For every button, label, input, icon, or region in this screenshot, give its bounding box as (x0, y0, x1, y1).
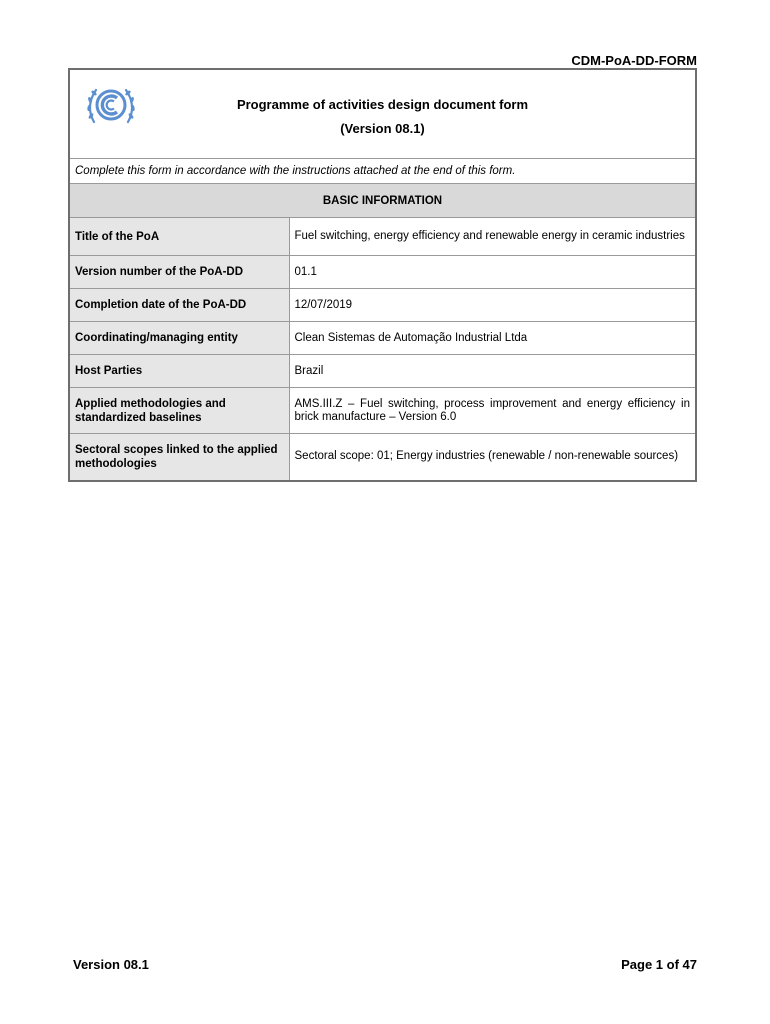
row-label: Completion date of the PoA-DD (69, 289, 289, 322)
table-row (69, 289, 696, 322)
row-label: Title of the PoA (69, 218, 289, 256)
footer-version: Version 08.1 (73, 957, 149, 972)
row-value: 12/07/2019 (289, 289, 696, 322)
row-value: Fuel switching, energy efficiency and renewable energy in ceramic industries (289, 218, 696, 256)
row-value: Brazil (289, 355, 696, 388)
row-value: Clean Sistemas de Automação Industrial Ltda (289, 322, 696, 355)
row-label: Version number of the PoA-DD (69, 256, 289, 289)
instructions-row (69, 159, 696, 184)
row-value: 01.1 (289, 256, 696, 289)
unfccc-logo-icon (80, 80, 142, 130)
document-header (69, 69, 696, 159)
instructions-text: Complete this form in accordance with the instructions attached at the end of this form. (69, 159, 696, 184)
table-row (69, 218, 696, 256)
row-label: Coordinating/managing entity (69, 322, 289, 355)
row-value: AMS.III.Z – Fuel switching, process improvement and energy efficiency in brick manufacture – Version 6.0 (289, 388, 696, 434)
document-header-row (69, 69, 696, 159)
table-row (69, 256, 696, 289)
row-label: Sectoral scopes linked to the applied methodologies (69, 434, 289, 481)
table-row (69, 355, 696, 388)
basic-information-table (68, 68, 697, 482)
form-id: CDM-PoA-DD-FORM (571, 53, 697, 68)
table-row (69, 434, 696, 481)
row-value: Sectoral scope: 01; Energy industries (renewable / non-renewable sources) (289, 434, 696, 481)
row-label: Applied methodologies and standardized baselines (69, 388, 289, 434)
table-row (69, 388, 696, 434)
table-row (69, 322, 696, 355)
row-label: Host Parties (69, 355, 289, 388)
footer-page-number: Page 1 of 47 (621, 957, 697, 972)
section-header-row (69, 184, 696, 218)
document-title: Programme of activities design document form (Version 08.1) (236, 97, 529, 136)
section-title: BASIC INFORMATION (69, 184, 696, 218)
